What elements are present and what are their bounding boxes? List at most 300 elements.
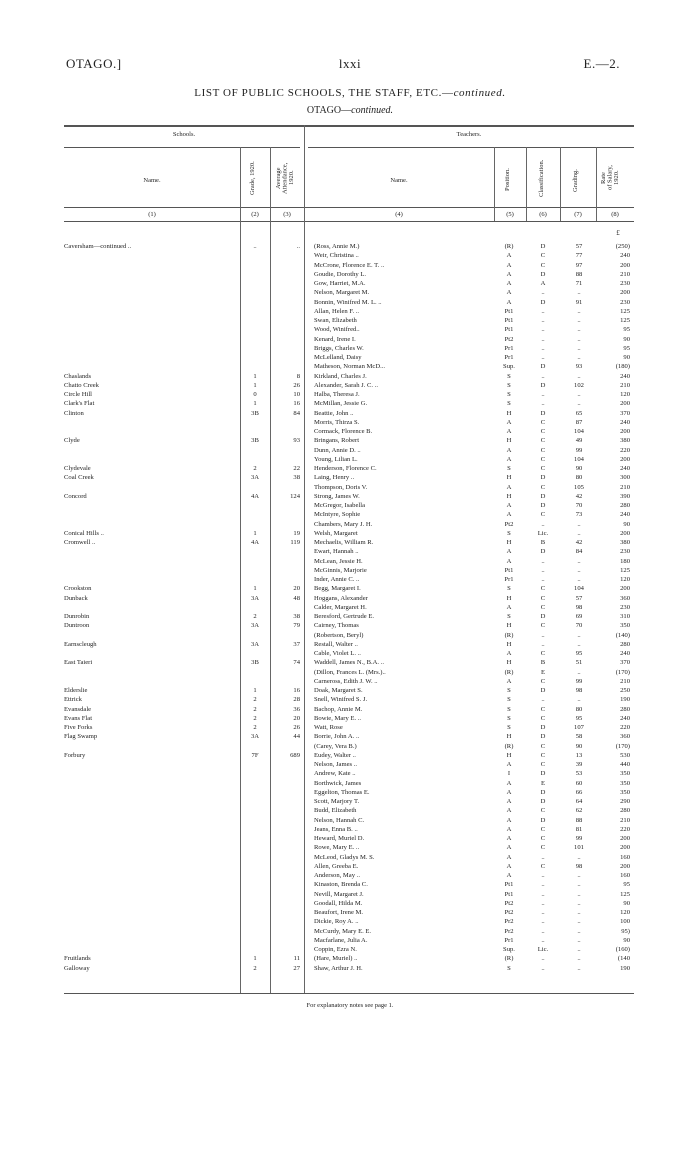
- cell-classification: C: [540, 807, 546, 815]
- cell-teacher-name: Matheson, Norman McD...: [314, 363, 386, 371]
- table-title: [0, 87, 700, 99]
- cell-grading: 97: [575, 261, 583, 269]
- cell-grading: ..: [577, 289, 581, 297]
- table-row: [64, 705, 634, 714]
- table-row: [64, 631, 634, 640]
- cell-classification: ..: [541, 640, 545, 648]
- cell-teacher-name: Halba, Theresa J.: [314, 391, 360, 398]
- table-row: [64, 714, 634, 723]
- cell-salary: 90: [623, 899, 630, 907]
- cell-grading: 104: [574, 428, 584, 435]
- table-row: [64, 816, 634, 825]
- cell-classification: D: [540, 363, 546, 371]
- cell-salary: 230: [620, 603, 630, 611]
- cell-classification: C: [540, 714, 546, 722]
- cell-teacher-name: Bowie, Mary E. ..: [314, 714, 362, 722]
- cell-salary: 120: [620, 391, 630, 398]
- cell-position: A: [506, 511, 512, 519]
- cell-grading: 99: [575, 835, 583, 842]
- cell-classification: C: [540, 622, 546, 630]
- cell-school-name: Elderslie: [64, 687, 88, 694]
- cell-grade: 3A: [250, 640, 260, 648]
- cell-salary: 95): [621, 927, 630, 935]
- cell-teacher-name: McCrone, Florence E. T. ..: [314, 261, 385, 269]
- cell-school-name: Circle Hill: [64, 391, 93, 398]
- table-row: [64, 677, 634, 686]
- col-number-3: (3): [283, 211, 291, 218]
- cell-teacher-name: Welsh, Margaret: [314, 529, 358, 537]
- cell-attendance: 93: [293, 437, 300, 445]
- cell-salary: 390: [620, 492, 630, 500]
- cell-teacher-name: Mechaelis, William R.: [314, 539, 374, 546]
- cell-teacher-name: McLeod, Gladys M. S.: [314, 853, 375, 861]
- cell-teacher-name: Kenard, Irene I.: [314, 335, 356, 343]
- table-row: [64, 779, 634, 788]
- cell-grading: ..: [577, 307, 581, 315]
- cell-salary: 210: [620, 270, 630, 278]
- cell-position: Pr1: [504, 936, 514, 944]
- cell-attendance: 11: [293, 955, 300, 963]
- cell-grade: 2: [253, 714, 257, 722]
- table-row: [64, 964, 634, 973]
- cell-school-name: Conical Hills ..: [64, 529, 104, 537]
- cell-grading: 62: [575, 807, 583, 815]
- cell-grade: 2: [253, 705, 257, 713]
- cell-position: Pt1: [504, 307, 514, 315]
- cell-salary: 360: [620, 733, 630, 741]
- cell-salary: 230: [620, 548, 630, 556]
- col-grade: Grade, 1920.: [249, 161, 256, 195]
- cell-position: (R): [504, 742, 514, 750]
- table-row: [64, 298, 634, 307]
- cell-school-name: Flag Swamp: [64, 733, 98, 741]
- cell-position: H: [506, 409, 512, 417]
- cell-position: S: [507, 705, 511, 713]
- cell-position: H: [506, 751, 512, 759]
- col-number-5: (5): [506, 211, 514, 218]
- cell-teacher-name: McGregor, Isabella: [314, 502, 365, 509]
- cell-attendance: 48: [293, 594, 300, 602]
- cell-attendance: 79: [293, 622, 300, 630]
- cell-grading: ..: [577, 631, 581, 639]
- table-row: [64, 362, 634, 371]
- cell-salary: 280: [620, 807, 630, 815]
- running-header-left: OTAGO.]: [66, 56, 122, 71]
- cell-attendance: ..: [296, 243, 300, 250]
- cell-teacher-name: McLelland, Daisy: [314, 354, 362, 361]
- cell-classification: D: [540, 733, 546, 741]
- col-divider-5: [526, 147, 527, 221]
- cell-position: A: [506, 788, 512, 796]
- cell-grading: ..: [577, 529, 581, 537]
- cell-grading: 58: [575, 733, 583, 741]
- cell-position: (R): [504, 668, 514, 676]
- cell-grade: 1: [253, 400, 257, 408]
- table-row: [64, 695, 634, 704]
- cell-classification: ..: [541, 400, 545, 408]
- cell-position: A: [506, 807, 512, 815]
- cell-classification: C: [540, 742, 546, 750]
- cell-teacher-name: McCurdy, Mary E. E.: [314, 927, 372, 935]
- cell-grading: 102: [574, 381, 584, 389]
- cell-position: A: [506, 252, 512, 260]
- cell-position: S: [507, 465, 511, 472]
- cell-grading: ..: [577, 899, 581, 907]
- cell-grading: 95: [575, 714, 583, 722]
- cell-classification: D: [540, 270, 546, 278]
- cell-teacher-name: Hoggans, Alexander: [314, 594, 368, 602]
- col-salary: Rate of Salary, 1920.: [600, 165, 620, 191]
- table-row: [64, 658, 634, 667]
- cell-position: Pr2: [504, 927, 514, 935]
- cell-grading: 99: [575, 677, 583, 685]
- cell-salary: 440: [620, 761, 630, 768]
- cell-teacher-name: Bringans, Robert: [314, 437, 360, 445]
- cell-teacher-name: Doak, Margaret S.: [314, 687, 363, 694]
- cell-grading: 88: [575, 270, 583, 278]
- cell-salary: 125: [620, 566, 630, 574]
- cell-position: H: [506, 659, 512, 667]
- table-row: [64, 464, 634, 473]
- col-divider-6: [560, 147, 561, 221]
- cell-grade: 3B: [251, 659, 259, 667]
- cell-teacher-name: Snell, Winifred S. J.: [314, 696, 368, 704]
- cell-classification: D: [540, 613, 546, 620]
- cell-position: A: [506, 779, 512, 787]
- cell-grading: ..: [577, 946, 581, 953]
- cell-teacher-name: Eggelton, Thomas E.: [314, 788, 370, 796]
- cell-school-name: Caversham—continued ..: [64, 243, 132, 250]
- cell-grading: ..: [577, 936, 581, 944]
- cell-school-name: Chaslands: [64, 372, 92, 380]
- cell-grade: 1: [253, 955, 257, 963]
- cell-salary: 370: [620, 409, 630, 417]
- cell-teacher-name: (Carey, Vera B.): [314, 742, 357, 750]
- cell-salary: 90: [623, 520, 630, 528]
- cell-grading: 104: [574, 455, 584, 463]
- table-row: [64, 492, 634, 501]
- cell-salary: 90: [623, 936, 630, 944]
- table-row: [64, 612, 634, 621]
- cell-teacher-name: McGinnis, Marjorie: [314, 566, 367, 574]
- cell-attendance: 36: [293, 705, 300, 713]
- cell-salary: 230: [620, 280, 630, 287]
- cell-grade: 2: [253, 613, 257, 620]
- cell-grading: 84: [575, 548, 583, 556]
- cell-grade: 2: [253, 465, 257, 472]
- col-divider-7: [596, 147, 597, 221]
- table-row: [64, 325, 634, 334]
- cell-classification: C: [540, 511, 546, 519]
- table-top-rule-2: [64, 126, 634, 127]
- cell-grade: 3A: [250, 474, 260, 482]
- cell-position: S: [507, 696, 511, 704]
- cell-teacher-name: Goodall, Hilda M.: [314, 899, 363, 907]
- table-subtitle-text: OTAGO—: [306, 105, 352, 116]
- cell-grading: ..: [577, 400, 581, 408]
- cell-grading: 57: [575, 243, 583, 250]
- cell-teacher-name: McMillan, Jessie G.: [314, 400, 368, 408]
- table-row: [64, 890, 634, 899]
- cell-position: A: [506, 825, 512, 833]
- table-row: [64, 843, 634, 852]
- cell-grading: ..: [577, 391, 581, 398]
- table-row: [64, 621, 634, 630]
- cell-salary: 200: [620, 455, 630, 463]
- table-subtitle: [0, 105, 700, 116]
- cell-salary: 200: [620, 428, 630, 435]
- cell-position: A: [506, 502, 512, 509]
- cell-position: A: [506, 270, 512, 278]
- cell-grade: 3B: [251, 409, 259, 417]
- cell-position: H: [506, 539, 512, 546]
- cell-classification: ..: [541, 872, 545, 879]
- cell-attendance: 37: [293, 640, 300, 648]
- table-row: [64, 538, 634, 547]
- table-row: [64, 723, 634, 732]
- cell-grading: ..: [577, 964, 581, 972]
- cell-attendance: 84: [293, 409, 300, 417]
- cell-classification: D: [540, 816, 546, 824]
- cell-grading: 73: [575, 511, 583, 519]
- cell-grading: ..: [577, 640, 581, 648]
- cell-grading: ..: [577, 927, 581, 935]
- cell-teacher-name: Allan, Helen F. ..: [314, 307, 360, 315]
- cell-teacher-name: Borthwick, James: [314, 779, 362, 787]
- col-number-2: (2): [251, 211, 259, 218]
- cell-grading: 65: [575, 409, 583, 417]
- table-row: [64, 871, 634, 880]
- table-row: [64, 945, 634, 954]
- table-row: [64, 575, 634, 584]
- cell-salary: 160: [620, 872, 630, 879]
- table-row: [64, 649, 634, 658]
- col-attendance: Average Attendance, 1920.: [275, 162, 295, 194]
- cell-position: Pt1: [504, 317, 514, 324]
- cell-salary: 240: [620, 465, 630, 472]
- table-row: [64, 288, 634, 297]
- cell-teacher-name: Strong, James W.: [314, 492, 360, 500]
- cell-grading: 81: [575, 825, 583, 833]
- cell-teacher-name: (Robertson, Beryl): [314, 631, 364, 639]
- cell-grading: 57: [575, 594, 583, 602]
- col-grading: Grading.: [572, 169, 579, 193]
- cell-salary: 90: [623, 354, 630, 361]
- cell-position: (R): [504, 631, 514, 639]
- cell-grading: ..: [577, 372, 581, 380]
- table-row: [64, 927, 634, 936]
- table-row: [64, 686, 634, 695]
- table-row: [64, 483, 634, 492]
- cell-attendance: 19: [293, 529, 300, 537]
- page-number: lxxi: [338, 56, 362, 71]
- cell-position: S: [507, 391, 511, 398]
- cell-grade: 1: [253, 687, 257, 694]
- col-number-1: (1): [148, 211, 156, 218]
- table-row: [64, 566, 634, 575]
- cell-attendance: 689: [290, 751, 300, 759]
- cell-position: A: [506, 280, 512, 287]
- table-row: [64, 880, 634, 889]
- cell-salary: (170): [615, 668, 630, 676]
- cell-teacher-name: McLean, Jessie H.: [314, 557, 363, 565]
- cell-salary: 350: [620, 788, 630, 796]
- cell-position: H: [506, 437, 512, 445]
- cell-teacher-name: Henderson, Florence C.: [314, 465, 377, 472]
- cell-salary: (250): [615, 243, 630, 250]
- cell-salary: 95: [623, 344, 630, 352]
- table-row: [64, 769, 634, 778]
- cell-classification: D: [540, 381, 546, 389]
- cell-grading: 90: [575, 465, 583, 472]
- cell-school-name: Concord: [64, 492, 87, 500]
- cell-school-name: Evans Flat: [64, 714, 93, 722]
- cell-teacher-name: Goudie, Dorothy L.: [314, 270, 367, 278]
- table-row: [64, 917, 634, 926]
- cell-position: A: [506, 548, 512, 556]
- table-row: [64, 751, 634, 760]
- cell-position: A: [506, 261, 512, 269]
- cell-grading: ..: [577, 557, 581, 565]
- cell-classification: C: [540, 705, 546, 713]
- cell-position: H: [506, 640, 512, 648]
- cell-attendance: 8: [296, 372, 300, 380]
- cell-grading: 60: [575, 779, 583, 787]
- cell-grade: 1: [253, 372, 257, 380]
- cell-attendance: 22: [293, 465, 300, 472]
- group-teachers: Teachers.: [456, 131, 482, 138]
- cell-salary: (180): [615, 363, 630, 371]
- cell-position: Sup.: [503, 363, 515, 371]
- table-body: [64, 242, 634, 973]
- cell-classification: D: [540, 770, 546, 778]
- cell-classification: D: [540, 243, 546, 250]
- col-school-name: Name.: [143, 177, 161, 184]
- cell-salary: 280: [620, 502, 630, 509]
- cell-teacher-name: Cairney, Thomas: [314, 622, 359, 630]
- cell-salary: 90: [623, 335, 630, 343]
- currency-symbol: £: [616, 229, 620, 237]
- cell-salary: 210: [620, 816, 630, 824]
- cell-salary: 220: [620, 446, 630, 454]
- cell-grading: ..: [577, 918, 581, 926]
- table-row: [64, 547, 634, 556]
- col-number-4: (4): [395, 211, 403, 218]
- table-row: [64, 372, 634, 381]
- cell-teacher-name: Nelson, James ..: [314, 761, 358, 768]
- col-teacher-name: Name.: [390, 177, 408, 184]
- cell-classification: ..: [541, 372, 545, 380]
- cell-position: A: [506, 844, 512, 852]
- cell-grading: 64: [575, 798, 583, 805]
- cell-school-name: Coal Creek: [64, 474, 94, 482]
- cell-classification: C: [540, 261, 546, 269]
- cell-salary: (140): [615, 631, 630, 639]
- cell-salary: 200: [620, 862, 630, 870]
- cell-grade: 3B: [251, 437, 259, 445]
- cell-position: A: [506, 446, 512, 454]
- table-row: [64, 908, 634, 917]
- cell-teacher-name: Watt, Rose: [314, 724, 343, 731]
- table-row: [64, 936, 634, 945]
- cell-teacher-name: Borrie, John A. ..: [314, 733, 360, 741]
- cell-salary: 300: [620, 474, 630, 482]
- cell-grading: 98: [575, 687, 583, 694]
- cell-salary: 240: [620, 511, 630, 519]
- cell-position: H: [506, 594, 512, 602]
- cell-salary: 95: [623, 326, 630, 334]
- cell-grading: 98: [575, 603, 583, 611]
- cell-grade: 3A: [250, 594, 260, 602]
- cell-grading: ..: [577, 344, 581, 352]
- table-row: [64, 788, 634, 797]
- cell-position: (R): [504, 955, 514, 963]
- cell-teacher-name: Begg, Margaret I.: [314, 585, 361, 593]
- cell-classification: A: [540, 280, 546, 287]
- cell-teacher-name: Dunn, Annie D. ..: [314, 446, 361, 454]
- table-row: [64, 399, 634, 408]
- col-position: Position.: [504, 168, 511, 192]
- cell-school-name: Five Forks: [64, 724, 93, 731]
- cell-grade: 4A: [250, 539, 260, 546]
- cell-teacher-name: Young, Lilian L.: [314, 455, 358, 463]
- cell-classification: C: [540, 483, 546, 491]
- cell-attendance: 26: [293, 724, 300, 731]
- cell-teacher-name: Nelson, Margaret M.: [314, 289, 370, 297]
- cell-grading: 90: [575, 742, 583, 750]
- cell-grading: ..: [577, 696, 581, 704]
- cell-teacher-name: Bonnin, Winifred M. L. ..: [314, 298, 382, 306]
- cell-classification: B: [540, 539, 546, 546]
- cell-position: H: [506, 474, 512, 482]
- cell-teacher-name: Bachop, Annie M.: [314, 705, 363, 713]
- cell-classification: C: [540, 437, 546, 445]
- cell-grade: 2: [253, 724, 257, 731]
- cell-teacher-name: (Dillon, Frances L. (Mrs.)..: [314, 668, 386, 676]
- cell-teacher-name: Cable, Violet L. ..: [314, 650, 361, 657]
- cell-position: (R): [504, 243, 514, 250]
- cell-salary: 230: [620, 298, 630, 306]
- cell-salary: 190: [620, 964, 630, 972]
- cell-teacher-name: Weir, Christina ..: [314, 252, 359, 260]
- cell-grading: ..: [577, 890, 581, 898]
- cell-salary: 120: [620, 576, 630, 583]
- cell-classification: ..: [541, 890, 545, 898]
- cell-grading: ..: [577, 354, 581, 361]
- cell-position: A: [506, 650, 512, 657]
- cell-school-name: Cromwell ..: [64, 539, 96, 546]
- cell-position: Pt2: [504, 335, 514, 343]
- cell-grading: 101: [574, 844, 584, 852]
- cell-grading: 91: [575, 298, 583, 306]
- staff-table: [64, 125, 634, 997]
- cell-salary: 120: [620, 909, 630, 916]
- cell-school-name: Clinton: [64, 409, 84, 417]
- cell-position: A: [506, 677, 512, 685]
- cell-classification: D: [540, 548, 546, 556]
- cell-classification: ..: [541, 696, 545, 704]
- cell-attendance: 38: [293, 613, 300, 620]
- cell-classification: C: [540, 761, 546, 768]
- cell-school-name: Dunback: [64, 594, 88, 602]
- cell-classification: C: [540, 455, 546, 463]
- cell-attendance: 26: [293, 381, 300, 389]
- cell-grading: 53: [575, 770, 583, 778]
- cell-position: Pt1: [504, 326, 514, 334]
- cell-teacher-name: Wood, Winifred..: [314, 326, 360, 334]
- cell-teacher-name: Shaw, Arthur J. H.: [314, 964, 363, 972]
- cell-position: H: [506, 622, 512, 630]
